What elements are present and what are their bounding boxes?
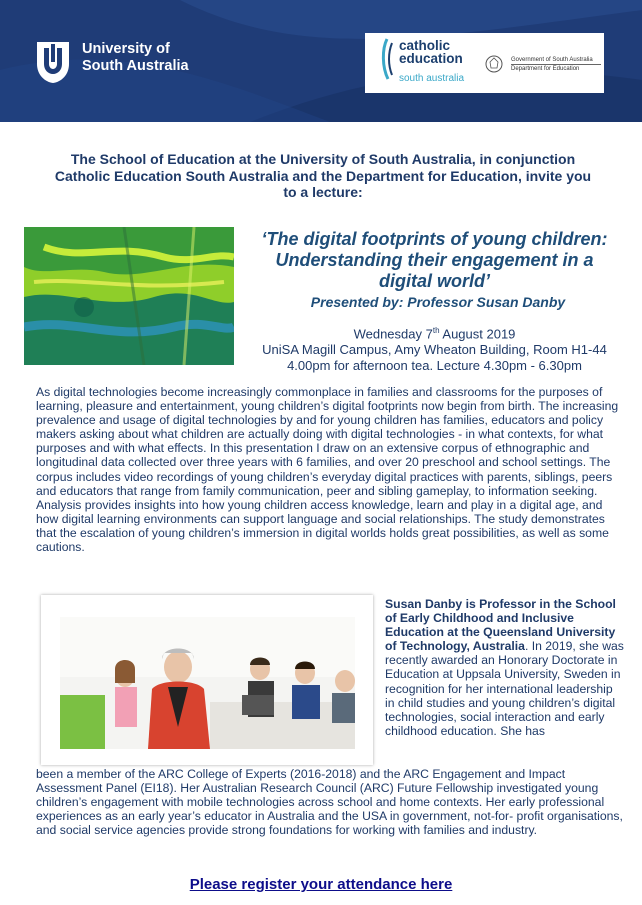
event-time: 4.00pm for afternoon tea. Lecture 4.30pm - 6.30pm (287, 358, 582, 374)
catholic-education-logo-icon (379, 37, 397, 81)
speaker-bio-bold: Susan Danby is Professor in the School of Early Childhood and Inclusive Education at the Queensland University of Technology, Australia (385, 597, 616, 654)
speaker-bio-intro (385, 597, 625, 738)
ce-line3: south australia (399, 73, 465, 84)
gov-line1: Government of South Australia (511, 56, 601, 65)
intro-line3: to a lecture: (283, 184, 363, 200)
intro-line1: The School of Education at the University of South Australia, in conjunction (70, 151, 576, 167)
unisa-logo-icon (34, 40, 72, 84)
lecture-title-line2: Understanding their engagement in a (275, 250, 594, 270)
university-name (82, 41, 189, 75)
speaker-bio-continued: been a member of the ARC College of Experts (2016-2018) and the ARC Engagement and Impact Assessment Panel (EI18). Her Australian Research Council (ARC) Future Fellowship investigated young children’s engagement with mobile technologies across school and home contexts. Her early professional experiences as an early year’s educator in Australia and the USA in government, not-for- profit organisations, and social service agencies provide strong foundations for working with families and industry. (36, 767, 623, 838)
lecture-title-line3: digital world’ (379, 271, 490, 291)
university-name-line2: South Australia (82, 58, 189, 74)
event-venue: UniSA Magill Campus, Amy Wheaton Building, Room H1-44 (262, 342, 607, 358)
abstract-green-painting-image (24, 227, 234, 365)
event-date-prefix: Wednesday 7 (353, 326, 433, 342)
university-name-line1: University of (82, 41, 170, 57)
event-date-suffix: August 2019 (439, 326, 516, 342)
ce-line1: catholic (399, 38, 451, 53)
intro-line2: Catholic Education South Australia and the Department for Education, invite you (54, 167, 592, 184)
lecture-title (238, 229, 631, 292)
event-date (238, 323, 631, 342)
event-date-sup: th (432, 326, 440, 335)
gov-line2: Department for Education (511, 66, 580, 72)
presenter-line: Presented by: Professor Susan Danby (310, 294, 566, 310)
partner-logos (365, 33, 604, 93)
lecture-abstract: As digital technologies become increasingly commonplace in families and classrooms for the purposes of learning, pleasure and entertainment, young children’s digital footprints now begin from birth. The increasing prevalence and usage of digital technologies by and for young children has families, educators and policy makers asking about what children are actually doing with digital technologies - in what contexts, for what purposes and with what effects. In this presentation I draw on an extensive corpus of ethnographic and longitudinal data collected over three years with 6 families, and over 20 preschool and school settings. The corpus includes video recordings of young children’s everyday digital practices with parents, siblings, peers and educators that range from family communication, peer and sibling gameplay, to information seeking. Analysis provides insights into how young children access knowledge, learn and play in a digital age, and how digital learning environments can support language and social relationships. The study demonstrates that the escalation of young children’s immersion in digital worlds holds great possibilities, as well as some cautions. (36, 385, 619, 555)
event-details (238, 323, 631, 374)
speaker-photo-frame (41, 595, 373, 765)
lecture-title-line1: ‘The digital footprints of young children: (261, 229, 608, 249)
government-wordmark (511, 56, 601, 73)
government-crest-icon (485, 53, 503, 75)
intro-invitation (28, 151, 618, 201)
register-attendance-link[interactable]: Please register your attendance here (189, 876, 453, 893)
header-banner (0, 0, 642, 122)
speaker-with-children-photo (60, 617, 355, 749)
ce-line2: education (399, 51, 463, 66)
catholic-education-wordmark (399, 39, 463, 65)
speaker-bio-rest: . In 2019, she was recently awarded an Honorary Doctorate in Education at Uppsala University, Sweden in recognition for her international leadership in child studies and young children’s digital technologies, social interaction and early childhood education. She has (385, 639, 624, 738)
